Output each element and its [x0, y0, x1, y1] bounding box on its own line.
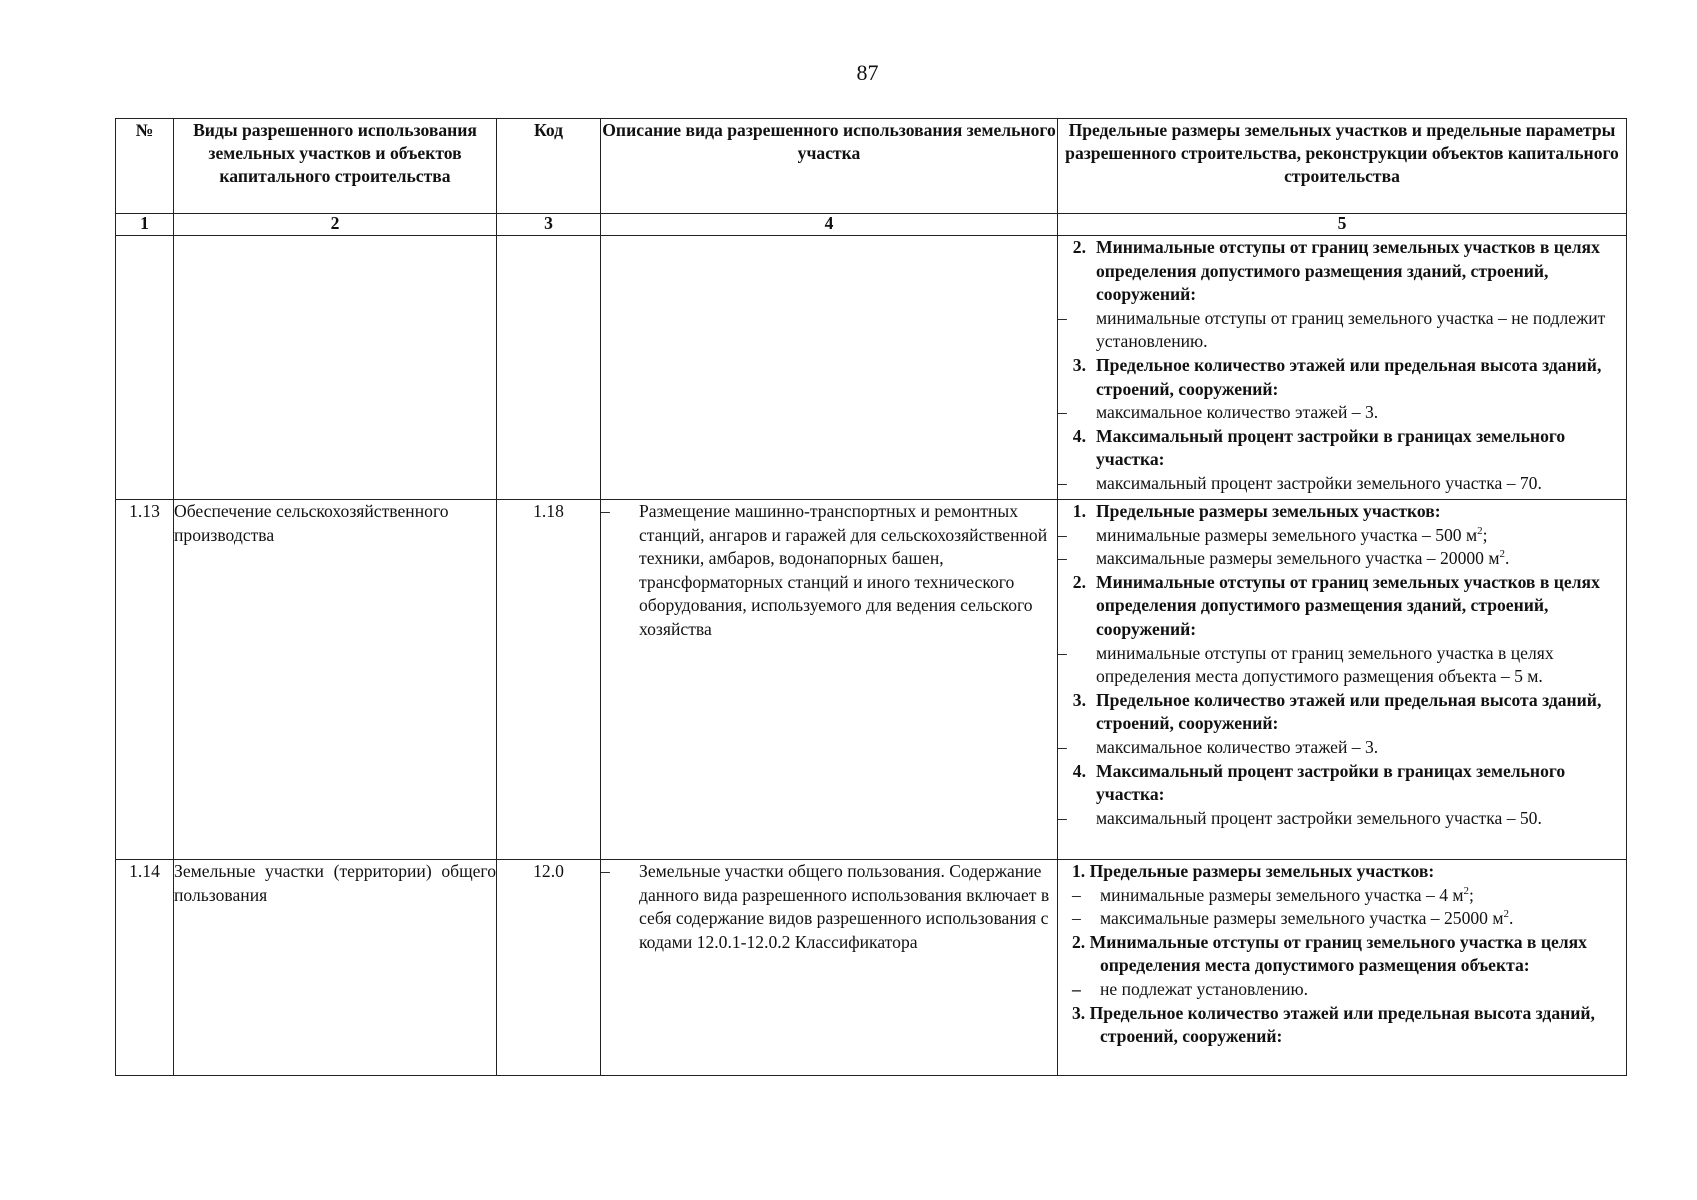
limits-item: – максимальные размеры земельного участка – 20000 $м^2$. — [1058, 548, 1510, 569]
dash-marker: – — [601, 501, 610, 521]
limits-heading: 2. Минимальные отступы от границ земельного участка в целях определения места допустимого размещения объекта: — [1072, 931, 1587, 976]
list-item — [601, 860, 1057, 954]
list-item — [601, 500, 1057, 642]
land-use-table — [115, 118, 1627, 1076]
header-limits: Предельные размеры земельных участков и предельные параметры разрешенного строительства, реконструкции объектов капитального строительства — [1058, 119, 1627, 214]
limits-item: – максимальное количество этажей – 3. — [1058, 736, 1379, 757]
column-number: 3 — [497, 214, 601, 236]
limits-cell — [1058, 860, 1627, 1076]
limits-item: – максимальный процент застройки земельного участка – 70. — [1058, 472, 1542, 493]
limits-heading: 3. Предельное количество этажей или предельная высота зданий, строений, сооружений: — [1072, 689, 1602, 734]
row-description — [601, 500, 1058, 860]
header-description: Описание вида разрешенного использования земельного участка — [601, 119, 1058, 214]
column-number: 5 — [1058, 214, 1627, 236]
limits-heading: 1. Предельные размеры земельных участков: — [1072, 501, 1441, 521]
limits-item: – минимальные размеры земельного участка – 4 $м^2$; — [1072, 884, 1474, 905]
limits-item: – максимальное количество этажей – 3. — [1058, 402, 1379, 423]
row-code: 12.0 — [497, 860, 601, 1076]
header-code: Код — [497, 119, 601, 214]
limits-item: – не подлежат установлению. — [1072, 978, 1309, 999]
limits-heading: 1. Предельные размеры земельных участков: — [1072, 861, 1435, 881]
limits-list — [1058, 236, 1626, 496]
table-row — [116, 500, 1627, 860]
column-number: 1 — [116, 214, 174, 236]
limits-cell — [1058, 236, 1627, 500]
column-number: 4 — [601, 214, 1058, 236]
row-kind-name: Земельные участки (территории) общего пользования — [174, 860, 497, 1076]
table-header-row — [116, 119, 1627, 214]
page-number: 87 — [856, 60, 879, 85]
row-kind-name: Обеспечение сельскохозяйственного производства — [174, 500, 497, 860]
column-number: 2 — [174, 214, 497, 236]
limits-heading: 4. Максимальный процент застройки в границах земельного участка: — [1072, 760, 1566, 805]
dash-marker: – — [601, 861, 610, 881]
row-number: 1.14 — [116, 860, 174, 1076]
description-text: Размещение машинно-транспортных и ремонтных станций, ангаров и гаражей для сельскохозяйственной техники, амбаров, водонапорных башен, трансформаторных станций и иного технического оборудования, используемого для ведения сельского хозяйства — [639, 501, 1048, 639]
limits-heading: 3. Предельное количество этажей или предельная высота зданий, строений, сооружений: — [1072, 1002, 1595, 1047]
row-description — [601, 860, 1058, 1076]
description-text: Земельные участки общего пользования. Содержание данного вида разрешенного использования включает в себя содержание видов разрешенного использования с кодами 12.0.1-12.0.2 Классификатора — [639, 861, 1050, 952]
table-row-continuation — [116, 236, 1627, 500]
limits-heading: 3. Предельное количество этажей или предельная высота зданий, строений, сооружений: — [1072, 354, 1602, 399]
limits-item: – минимальные размеры земельного участка – 500 $м^2$; — [1058, 524, 1488, 545]
limits-cell — [1058, 500, 1627, 860]
limits-heading: 2. Минимальные отступы от границ земельных участков в целях определения допустимого размещения зданий, строений, сооружений: — [1072, 571, 1600, 639]
limits-item: – минимальные отступы от границ земельного участка в целях определения места допустимого размещения объекта – 5 м. — [1058, 642, 1554, 687]
header-no: № — [116, 119, 174, 214]
table-row — [116, 860, 1627, 1076]
limits-heading: 2. Минимальные отступы от границ земельных участков в целях определения допустимого размещения зданий, строений, сооружений: — [1072, 237, 1600, 305]
limits-heading: 4. Максимальный процент застройки в границах земельного участка: — [1072, 425, 1566, 470]
limits-item: – максимальные размеры земельного участка – 25000 $м^2$. — [1072, 908, 1514, 929]
row-number: 1.13 — [116, 500, 174, 860]
row-code: 1.18 — [497, 500, 601, 860]
limits-item: – максимальный процент застройки земельного участка – 50. — [1058, 807, 1542, 828]
limits-item: – минимальные отступы от границ земельного участка – не подлежит установлению. — [1058, 307, 1606, 352]
header-kinds: Виды разрешенного использования земельных участков и объектов капитального строительства — [174, 119, 497, 214]
column-number-row — [116, 214, 1627, 236]
